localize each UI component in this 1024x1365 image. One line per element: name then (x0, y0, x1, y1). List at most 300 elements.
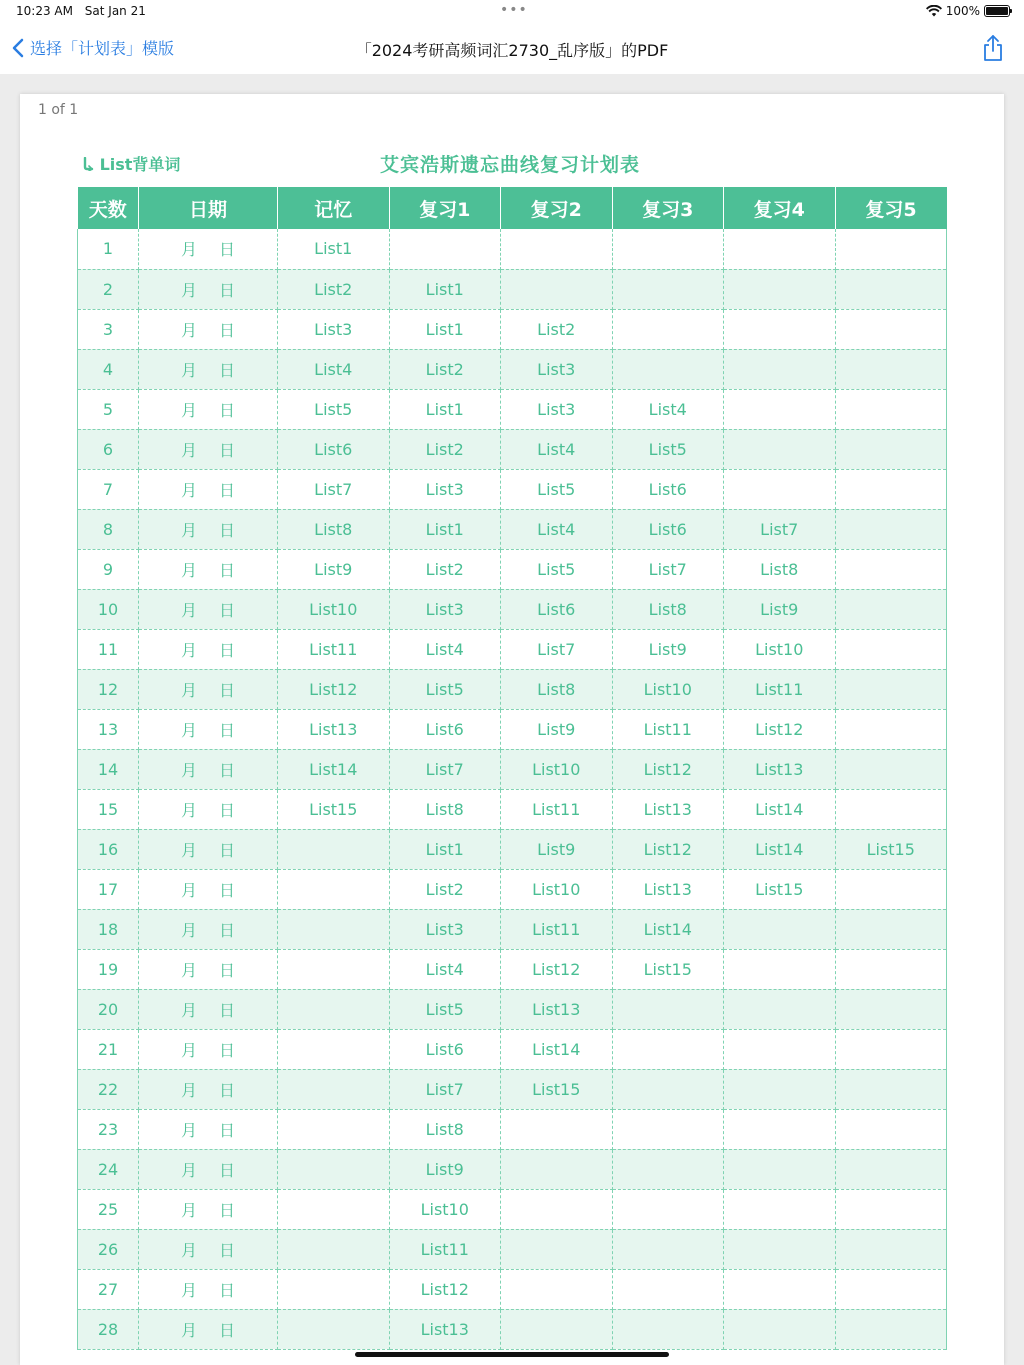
review-3-cell (612, 1229, 724, 1269)
review-1-cell: List1 (389, 829, 501, 869)
day-cell: 24 (78, 1149, 139, 1189)
month-label: 月 (180, 1080, 197, 1100)
memorize-cell: List5 (278, 389, 390, 429)
review-1-cell: List2 (389, 349, 501, 389)
day-label: 日 (219, 1280, 236, 1300)
day-label: 日 (219, 1080, 236, 1100)
review-2-cell: List2 (501, 309, 613, 349)
review-1-cell: List7 (389, 749, 501, 789)
date-cell (139, 389, 278, 429)
review-1-cell: List3 (389, 909, 501, 949)
multitask-dots-icon[interactable]: ••• (500, 2, 528, 18)
review-4-cell (724, 1109, 836, 1149)
day-cell: 19 (78, 949, 139, 989)
review-2-cell (501, 269, 613, 309)
memorize-cell (278, 1149, 390, 1189)
month-label: 月 (180, 960, 197, 980)
table-row (78, 629, 947, 669)
date-cell (139, 1109, 278, 1149)
day-label: 日 (219, 400, 236, 420)
table-row (78, 789, 947, 829)
memorize-cell (278, 829, 390, 869)
day-cell: 18 (78, 909, 139, 949)
date-cell (139, 229, 278, 269)
review-4-cell (724, 389, 836, 429)
memorize-cell: List4 (278, 349, 390, 389)
month-label: 月 (180, 600, 197, 620)
review-3-cell (612, 989, 724, 1029)
table-row (78, 1069, 947, 1109)
day-label: 日 (219, 680, 236, 700)
month-label: 月 (180, 560, 197, 580)
review-4-cell (724, 1309, 836, 1349)
header-review-2: 复习2 (501, 187, 613, 229)
review-3-cell: List6 (612, 509, 724, 549)
share-icon (982, 34, 1004, 62)
review-4-cell: List14 (724, 789, 836, 829)
review-1-cell: List5 (389, 669, 501, 709)
day-cell: 6 (78, 429, 139, 469)
status-date: Sat Jan 21 (84, 4, 146, 18)
table-row (78, 909, 947, 949)
memorize-cell (278, 1189, 390, 1229)
list-logo-icon (82, 157, 94, 171)
review-5-cell (835, 1269, 947, 1309)
memorize-cell: List9 (278, 549, 390, 589)
review-4-cell (724, 269, 836, 309)
memorize-cell: List6 (278, 429, 390, 469)
review-1-cell: List7 (389, 1069, 501, 1109)
date-cell (139, 709, 278, 749)
table-row (78, 829, 947, 869)
memorize-cell (278, 1029, 390, 1069)
review-4-cell (724, 429, 836, 469)
review-1-cell: List3 (389, 469, 501, 509)
review-4-cell (724, 1029, 836, 1069)
date-cell (139, 469, 278, 509)
review-3-cell (612, 229, 724, 269)
review-4-cell (724, 1069, 836, 1109)
review-4-cell: List11 (724, 669, 836, 709)
review-plan-table (77, 187, 947, 1350)
day-cell: 17 (78, 869, 139, 909)
review-2-cell: List3 (501, 389, 613, 429)
day-label: 日 (219, 920, 236, 940)
review-2-cell: List11 (501, 909, 613, 949)
day-cell: 16 (78, 829, 139, 869)
month-label: 月 (180, 720, 197, 740)
date-cell (139, 669, 278, 709)
table-row (78, 1229, 947, 1269)
table-row (78, 1149, 947, 1189)
day-cell: 8 (78, 509, 139, 549)
review-5-cell (835, 1109, 947, 1149)
review-5-cell (835, 429, 947, 469)
day-label: 日 (219, 360, 236, 380)
table-row (78, 229, 947, 269)
review-2-cell: List5 (501, 469, 613, 509)
month-label: 月 (180, 520, 197, 540)
review-3-cell (612, 309, 724, 349)
review-5-cell (835, 1149, 947, 1189)
review-5-cell (835, 1029, 947, 1069)
header-review-1: 复习1 (389, 187, 501, 229)
table-row (78, 1269, 947, 1309)
review-3-cell: List13 (612, 869, 724, 909)
review-2-cell: List9 (501, 709, 613, 749)
table-row (78, 669, 947, 709)
review-3-cell (612, 1029, 724, 1069)
review-3-cell (612, 1309, 724, 1349)
review-4-cell: List9 (724, 589, 836, 629)
review-2-cell: List14 (501, 1029, 613, 1069)
review-3-cell: List8 (612, 589, 724, 629)
day-cell: 14 (78, 749, 139, 789)
review-2-cell (501, 1309, 613, 1349)
table-row (78, 269, 947, 309)
header-day: 天数 (78, 187, 139, 229)
month-label: 月 (180, 760, 197, 780)
review-2-cell: List11 (501, 789, 613, 829)
review-4-cell (724, 1149, 836, 1189)
memorize-cell: List15 (278, 789, 390, 829)
table-row (78, 1109, 947, 1149)
review-4-cell (724, 349, 836, 389)
review-5-cell: List15 (835, 829, 947, 869)
month-label: 月 (180, 480, 197, 500)
table-row (78, 949, 947, 989)
review-5-cell (835, 1069, 947, 1109)
table-row (78, 509, 947, 549)
memorize-cell: List13 (278, 709, 390, 749)
day-label: 日 (219, 880, 236, 900)
month-label: 月 (180, 320, 197, 340)
table-row (78, 389, 947, 429)
day-label: 日 (219, 600, 236, 620)
date-cell (139, 989, 278, 1029)
day-label: 日 (219, 1200, 236, 1220)
review-1-cell: List6 (389, 709, 501, 749)
review-1-cell: List1 (389, 269, 501, 309)
review-1-cell: List10 (389, 1189, 501, 1229)
date-cell (139, 589, 278, 629)
date-cell (139, 909, 278, 949)
table-row (78, 869, 947, 909)
page-counter: 1 of 1 (38, 102, 79, 118)
review-5-cell (835, 709, 947, 749)
month-label: 月 (180, 1120, 197, 1140)
month-label: 月 (180, 400, 197, 420)
memorize-cell (278, 989, 390, 1029)
day-label: 日 (219, 480, 236, 500)
memorize-cell: List11 (278, 629, 390, 669)
review-1-cell: List2 (389, 549, 501, 589)
review-2-cell (501, 1229, 613, 1269)
memorize-cell (278, 1229, 390, 1269)
month-label: 月 (180, 1000, 197, 1020)
date-cell (139, 1149, 278, 1189)
review-4-cell: List15 (724, 869, 836, 909)
review-1-cell: List11 (389, 1229, 501, 1269)
header-review-5: 复习5 (835, 187, 947, 229)
header-review-3: 复习3 (612, 187, 724, 229)
review-5-cell (835, 469, 947, 509)
day-label: 日 (219, 640, 236, 660)
review-1-cell: List2 (389, 429, 501, 469)
table-row (78, 1029, 947, 1069)
review-1-cell: List1 (389, 309, 501, 349)
table-row (78, 469, 947, 509)
review-4-cell (724, 909, 836, 949)
review-3-cell: List7 (612, 549, 724, 589)
memorize-cell: List3 (278, 309, 390, 349)
review-2-cell: List4 (501, 509, 613, 549)
review-1-cell: List12 (389, 1269, 501, 1309)
date-cell (139, 269, 278, 309)
month-label: 月 (180, 1160, 197, 1180)
day-cell: 25 (78, 1189, 139, 1229)
review-4-cell: List8 (724, 549, 836, 589)
header-memorize: 记忆 (278, 187, 390, 229)
day-label: 日 (219, 1320, 236, 1340)
memorize-cell (278, 1069, 390, 1109)
day-label: 日 (219, 1120, 236, 1140)
review-5-cell (835, 229, 947, 269)
month-label: 月 (180, 800, 197, 820)
review-2-cell: List4 (501, 429, 613, 469)
review-5-cell (835, 549, 947, 589)
review-4-cell (724, 1189, 836, 1229)
table-row (78, 349, 947, 389)
memorize-cell (278, 949, 390, 989)
review-2-cell: List8 (501, 669, 613, 709)
day-label: 日 (219, 720, 236, 740)
month-label: 月 (180, 1240, 197, 1260)
status-bar (0, 0, 1024, 24)
review-5-cell (835, 389, 947, 429)
review-4-cell: List13 (724, 749, 836, 789)
review-1-cell: List13 (389, 1309, 501, 1349)
review-4-cell (724, 229, 836, 269)
table-header-row (78, 187, 947, 229)
table-row (78, 1189, 947, 1229)
day-label: 日 (219, 520, 236, 540)
month-label: 月 (180, 680, 197, 700)
table-row (78, 709, 947, 749)
review-5-cell (835, 1309, 947, 1349)
document-brand-label: List背单词 (99, 155, 181, 174)
day-cell: 7 (78, 469, 139, 509)
table-row (78, 749, 947, 789)
day-cell: 15 (78, 789, 139, 829)
table-row (78, 1309, 947, 1349)
memorize-cell (278, 1269, 390, 1309)
review-1-cell: List2 (389, 869, 501, 909)
review-2-cell: List9 (501, 829, 613, 869)
date-cell (139, 869, 278, 909)
table-row (78, 309, 947, 349)
month-label: 月 (180, 880, 197, 900)
day-cell: 23 (78, 1109, 139, 1149)
review-3-cell: List4 (612, 389, 724, 429)
review-4-cell: List12 (724, 709, 836, 749)
date-cell (139, 549, 278, 589)
review-2-cell: List13 (501, 989, 613, 1029)
review-4-cell (724, 1229, 836, 1269)
review-5-cell (835, 269, 947, 309)
review-3-cell: List12 (612, 749, 724, 789)
review-2-cell: List10 (501, 869, 613, 909)
day-cell: 11 (78, 629, 139, 669)
day-label: 日 (219, 240, 236, 260)
review-4-cell: List10 (724, 629, 836, 669)
table-body (78, 229, 947, 1349)
date-cell (139, 1029, 278, 1069)
review-3-cell (612, 1069, 724, 1109)
header-date: 日期 (139, 187, 278, 229)
review-1-cell: List4 (389, 949, 501, 989)
day-label: 日 (219, 760, 236, 780)
status-time-date (16, 4, 154, 18)
review-3-cell: List9 (612, 629, 724, 669)
review-1-cell: List6 (389, 1029, 501, 1069)
month-label: 月 (180, 840, 197, 860)
day-cell: 4 (78, 349, 139, 389)
review-3-cell (612, 349, 724, 389)
review-5-cell (835, 949, 947, 989)
date-cell (139, 1309, 278, 1349)
review-1-cell: List1 (389, 389, 501, 429)
header-review-4: 复习4 (724, 187, 836, 229)
memorize-cell: List14 (278, 749, 390, 789)
wifi-icon (926, 5, 942, 17)
day-cell: 10 (78, 589, 139, 629)
review-3-cell: List5 (612, 429, 724, 469)
date-cell (139, 1269, 278, 1309)
review-2-cell: List6 (501, 589, 613, 629)
review-2-cell (501, 1149, 613, 1189)
review-2-cell (501, 1109, 613, 1149)
share-button[interactable] (982, 34, 1004, 66)
home-indicator[interactable] (355, 1352, 669, 1357)
memorize-cell: List7 (278, 469, 390, 509)
review-5-cell (835, 1189, 947, 1229)
review-5-cell (835, 669, 947, 709)
review-2-cell: List15 (501, 1069, 613, 1109)
day-cell: 21 (78, 1029, 139, 1069)
day-label: 日 (219, 800, 236, 820)
day-cell: 12 (78, 669, 139, 709)
date-cell (139, 429, 278, 469)
month-label: 月 (180, 1320, 197, 1340)
month-label: 月 (180, 240, 197, 260)
date-cell (139, 789, 278, 829)
memorize-cell (278, 1109, 390, 1149)
month-label: 月 (180, 1200, 197, 1220)
date-cell (139, 829, 278, 869)
review-3-cell: List11 (612, 709, 724, 749)
table-row (78, 549, 947, 589)
review-1-cell: List9 (389, 1149, 501, 1189)
review-3-cell: List13 (612, 789, 724, 829)
memorize-cell: List12 (278, 669, 390, 709)
review-3-cell (612, 1149, 724, 1189)
review-4-cell (724, 309, 836, 349)
review-1-cell: List3 (389, 589, 501, 629)
date-cell (139, 1069, 278, 1109)
month-label: 月 (180, 280, 197, 300)
review-2-cell: List5 (501, 549, 613, 589)
review-4-cell (724, 469, 836, 509)
review-3-cell: List15 (612, 949, 724, 989)
status-time: 10:23 AM (16, 4, 73, 18)
date-cell (139, 949, 278, 989)
review-4-cell (724, 949, 836, 989)
review-2-cell: List3 (501, 349, 613, 389)
review-3-cell: List10 (612, 669, 724, 709)
battery-icon (984, 5, 1010, 17)
day-cell: 2 (78, 269, 139, 309)
review-2-cell: List10 (501, 749, 613, 789)
review-1-cell: List4 (389, 629, 501, 669)
month-label: 月 (180, 1280, 197, 1300)
day-cell: 13 (78, 709, 139, 749)
nav-bar (0, 24, 1024, 74)
day-label: 日 (219, 840, 236, 860)
review-4-cell (724, 1269, 836, 1309)
day-label: 日 (219, 960, 236, 980)
month-label: 月 (180, 440, 197, 460)
review-1-cell: List8 (389, 1109, 501, 1149)
day-label: 日 (219, 1160, 236, 1180)
table-row (78, 429, 947, 469)
review-5-cell (835, 989, 947, 1029)
review-1-cell: List1 (389, 509, 501, 549)
day-cell: 20 (78, 989, 139, 1029)
day-label: 日 (219, 1040, 236, 1060)
review-5-cell (835, 869, 947, 909)
month-label: 月 (180, 640, 197, 660)
date-cell (139, 309, 278, 349)
review-1-cell: List5 (389, 989, 501, 1029)
date-cell (139, 349, 278, 389)
page-title: 「2024考研高频词汇2730_乱序版」的PDF (355, 41, 669, 60)
battery-percent: 100% (945, 4, 980, 18)
month-label: 月 (180, 360, 197, 380)
review-5-cell (835, 349, 947, 389)
review-3-cell: List14 (612, 909, 724, 949)
table-row (78, 989, 947, 1029)
review-3-cell (612, 1189, 724, 1229)
date-cell (139, 629, 278, 669)
review-3-cell: List6 (612, 469, 724, 509)
date-cell (139, 1189, 278, 1229)
day-cell: 27 (78, 1269, 139, 1309)
day-label: 日 (219, 1000, 236, 1020)
review-1-cell: List8 (389, 789, 501, 829)
review-5-cell (835, 509, 947, 549)
date-cell (139, 749, 278, 789)
pdf-page[interactable] (20, 94, 1004, 1365)
day-label: 日 (219, 440, 236, 460)
review-3-cell (612, 1269, 724, 1309)
memorize-cell: List10 (278, 589, 390, 629)
day-cell: 3 (78, 309, 139, 349)
date-cell (139, 509, 278, 549)
document-title: 艾宾浩斯遗忘曲线复习计划表 (380, 154, 641, 176)
review-1-cell (389, 229, 501, 269)
day-cell: 22 (78, 1069, 139, 1109)
